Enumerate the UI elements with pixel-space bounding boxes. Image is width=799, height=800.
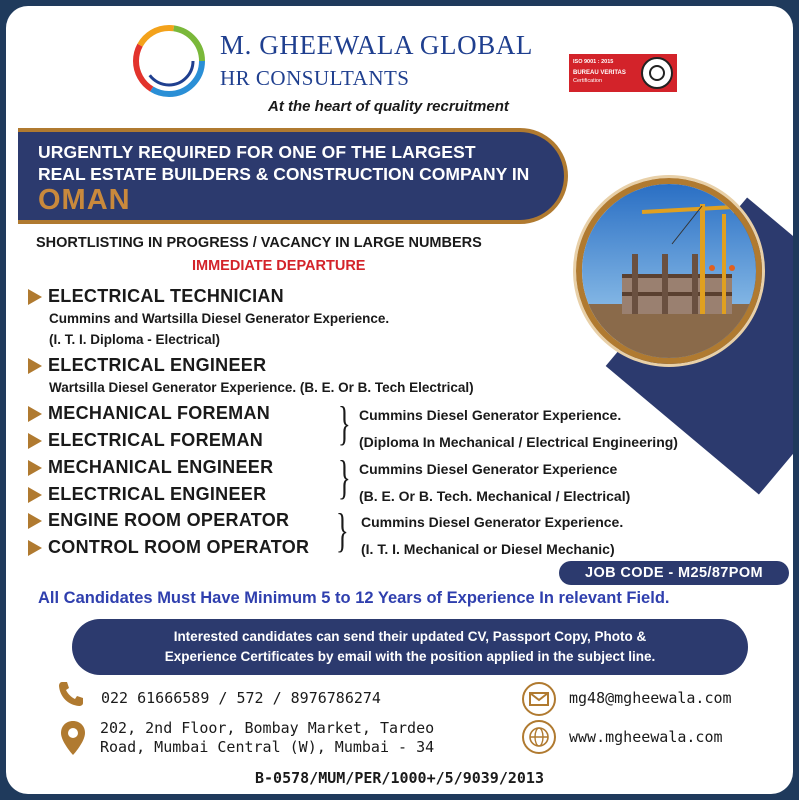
group-requirement: Cummins Diesel Generator Experience bbox=[359, 461, 618, 477]
email-address[interactable]: mg48@mgheewala.com bbox=[569, 689, 732, 707]
group-requirement: Cummins Diesel Generator Experience. bbox=[359, 407, 622, 423]
address-line-1: 202, 2nd Floor, Bombay Market, Tardeo bbox=[100, 719, 435, 737]
company-logo-icon bbox=[132, 24, 206, 98]
job-code-badge: JOB CODE - M25/87POM bbox=[559, 561, 789, 585]
group-requirement: (B. E. Or B. Tech. Mechanical / Electrical) bbox=[359, 488, 631, 504]
job-title: ENGINE ROOM OPERATOR bbox=[48, 510, 290, 530]
job-title: ELECTRICAL FOREMAN bbox=[48, 430, 264, 450]
globe-icon bbox=[522, 720, 556, 754]
address-line-2: Road, Mumbai Central (W), Mumbai - 34 bbox=[100, 738, 435, 756]
shortlisting-status: SHORTLISTING IN PROGRESS / VACANCY IN LARGE NUMBERS bbox=[36, 235, 482, 251]
group-requirement: (Diploma In Mechanical / Electrical Engineering) bbox=[359, 434, 678, 450]
cert-label: Certification bbox=[573, 78, 603, 84]
experience-requirement: All Candidates Must Have Minimum 5 to 12 Years of Experience In relevant Field. bbox=[38, 589, 670, 607]
apply-line-1: Interested candidates can send their updated CV, Passport Copy, Photo & bbox=[173, 629, 647, 644]
brace-icon: } bbox=[338, 451, 351, 504]
job-detail: (I. T. I. Diploma - Electrical) bbox=[49, 332, 221, 347]
job-title: CONTROL ROOM OPERATOR bbox=[48, 537, 310, 557]
brand-tagline: At the heart of quality recruitment bbox=[268, 98, 509, 115]
brace-icon: } bbox=[336, 504, 349, 557]
arrow-bullet-icon bbox=[28, 513, 42, 529]
job-title: ELECTRICAL ENGINEER bbox=[48, 484, 267, 504]
construction-site-photo bbox=[576, 178, 762, 364]
apply-instructions bbox=[72, 619, 748, 675]
brand-subtitle: HR CONSULTANTS bbox=[220, 66, 410, 90]
job-title: ELECTRICAL ENGINEER bbox=[48, 355, 267, 375]
job-detail: Cummins and Wartsilla Diesel Generator Experience. bbox=[49, 311, 390, 326]
headline-banner bbox=[18, 128, 568, 224]
email-icon bbox=[522, 682, 556, 716]
departure-status: IMMEDIATE DEPARTURE bbox=[192, 258, 366, 274]
brace-icon: } bbox=[338, 397, 351, 450]
arrow-bullet-icon bbox=[28, 406, 42, 422]
bureau-veritas-seal-icon bbox=[641, 57, 673, 89]
arrow-bullet-icon bbox=[28, 487, 42, 503]
arrow-bullet-icon bbox=[28, 433, 42, 449]
job-detail: Wartsilla Diesel Generator Experience. (B. E. Or B. Tech Electrical) bbox=[49, 380, 474, 395]
arrow-bullet-icon bbox=[28, 358, 42, 374]
arrow-bullet-icon bbox=[28, 460, 42, 476]
phone-numbers[interactable]: 022 61666589 / 572 / 8976786274 bbox=[101, 689, 381, 707]
arrow-bullet-icon bbox=[28, 540, 42, 556]
brand-name: M. GHEEWALA GLOBAL bbox=[220, 30, 534, 60]
license-number: B-0578/MUM/PER/1000+/5/9039/2013 bbox=[255, 769, 544, 787]
job-title: ELECTRICAL TECHNICIAN bbox=[48, 286, 284, 306]
website-link[interactable]: www.mgheewala.com bbox=[569, 728, 723, 746]
arrow-bullet-icon bbox=[28, 289, 42, 305]
group-requirement: (I. T. I. Mechanical or Diesel Mechanic) bbox=[361, 541, 615, 557]
banner-country: OMAN bbox=[38, 184, 131, 216]
phone-icon bbox=[56, 679, 86, 709]
job-title: MECHANICAL ENGINEER bbox=[48, 457, 274, 477]
group-requirement: Cummins Diesel Generator Experience. bbox=[361, 514, 624, 530]
construction-crane-icon bbox=[582, 184, 756, 358]
cert-body: BUREAU VERITAS bbox=[573, 70, 626, 76]
location-pin-icon bbox=[60, 720, 86, 756]
apply-line-2: Experience Certificates by email with the position applied in the subject line. bbox=[164, 649, 656, 664]
banner-line-2: REAL ESTATE BUILDERS & CONSTRUCTION COMPANY IN bbox=[38, 164, 530, 184]
poster-frame bbox=[6, 6, 793, 794]
banner-line-1: URGENTLY REQUIRED FOR ONE OF THE LARGEST bbox=[38, 142, 476, 162]
cert-iso: ISO 9001 : 2015 bbox=[573, 59, 614, 65]
certification-badge bbox=[569, 54, 677, 92]
job-title: MECHANICAL FOREMAN bbox=[48, 403, 271, 423]
